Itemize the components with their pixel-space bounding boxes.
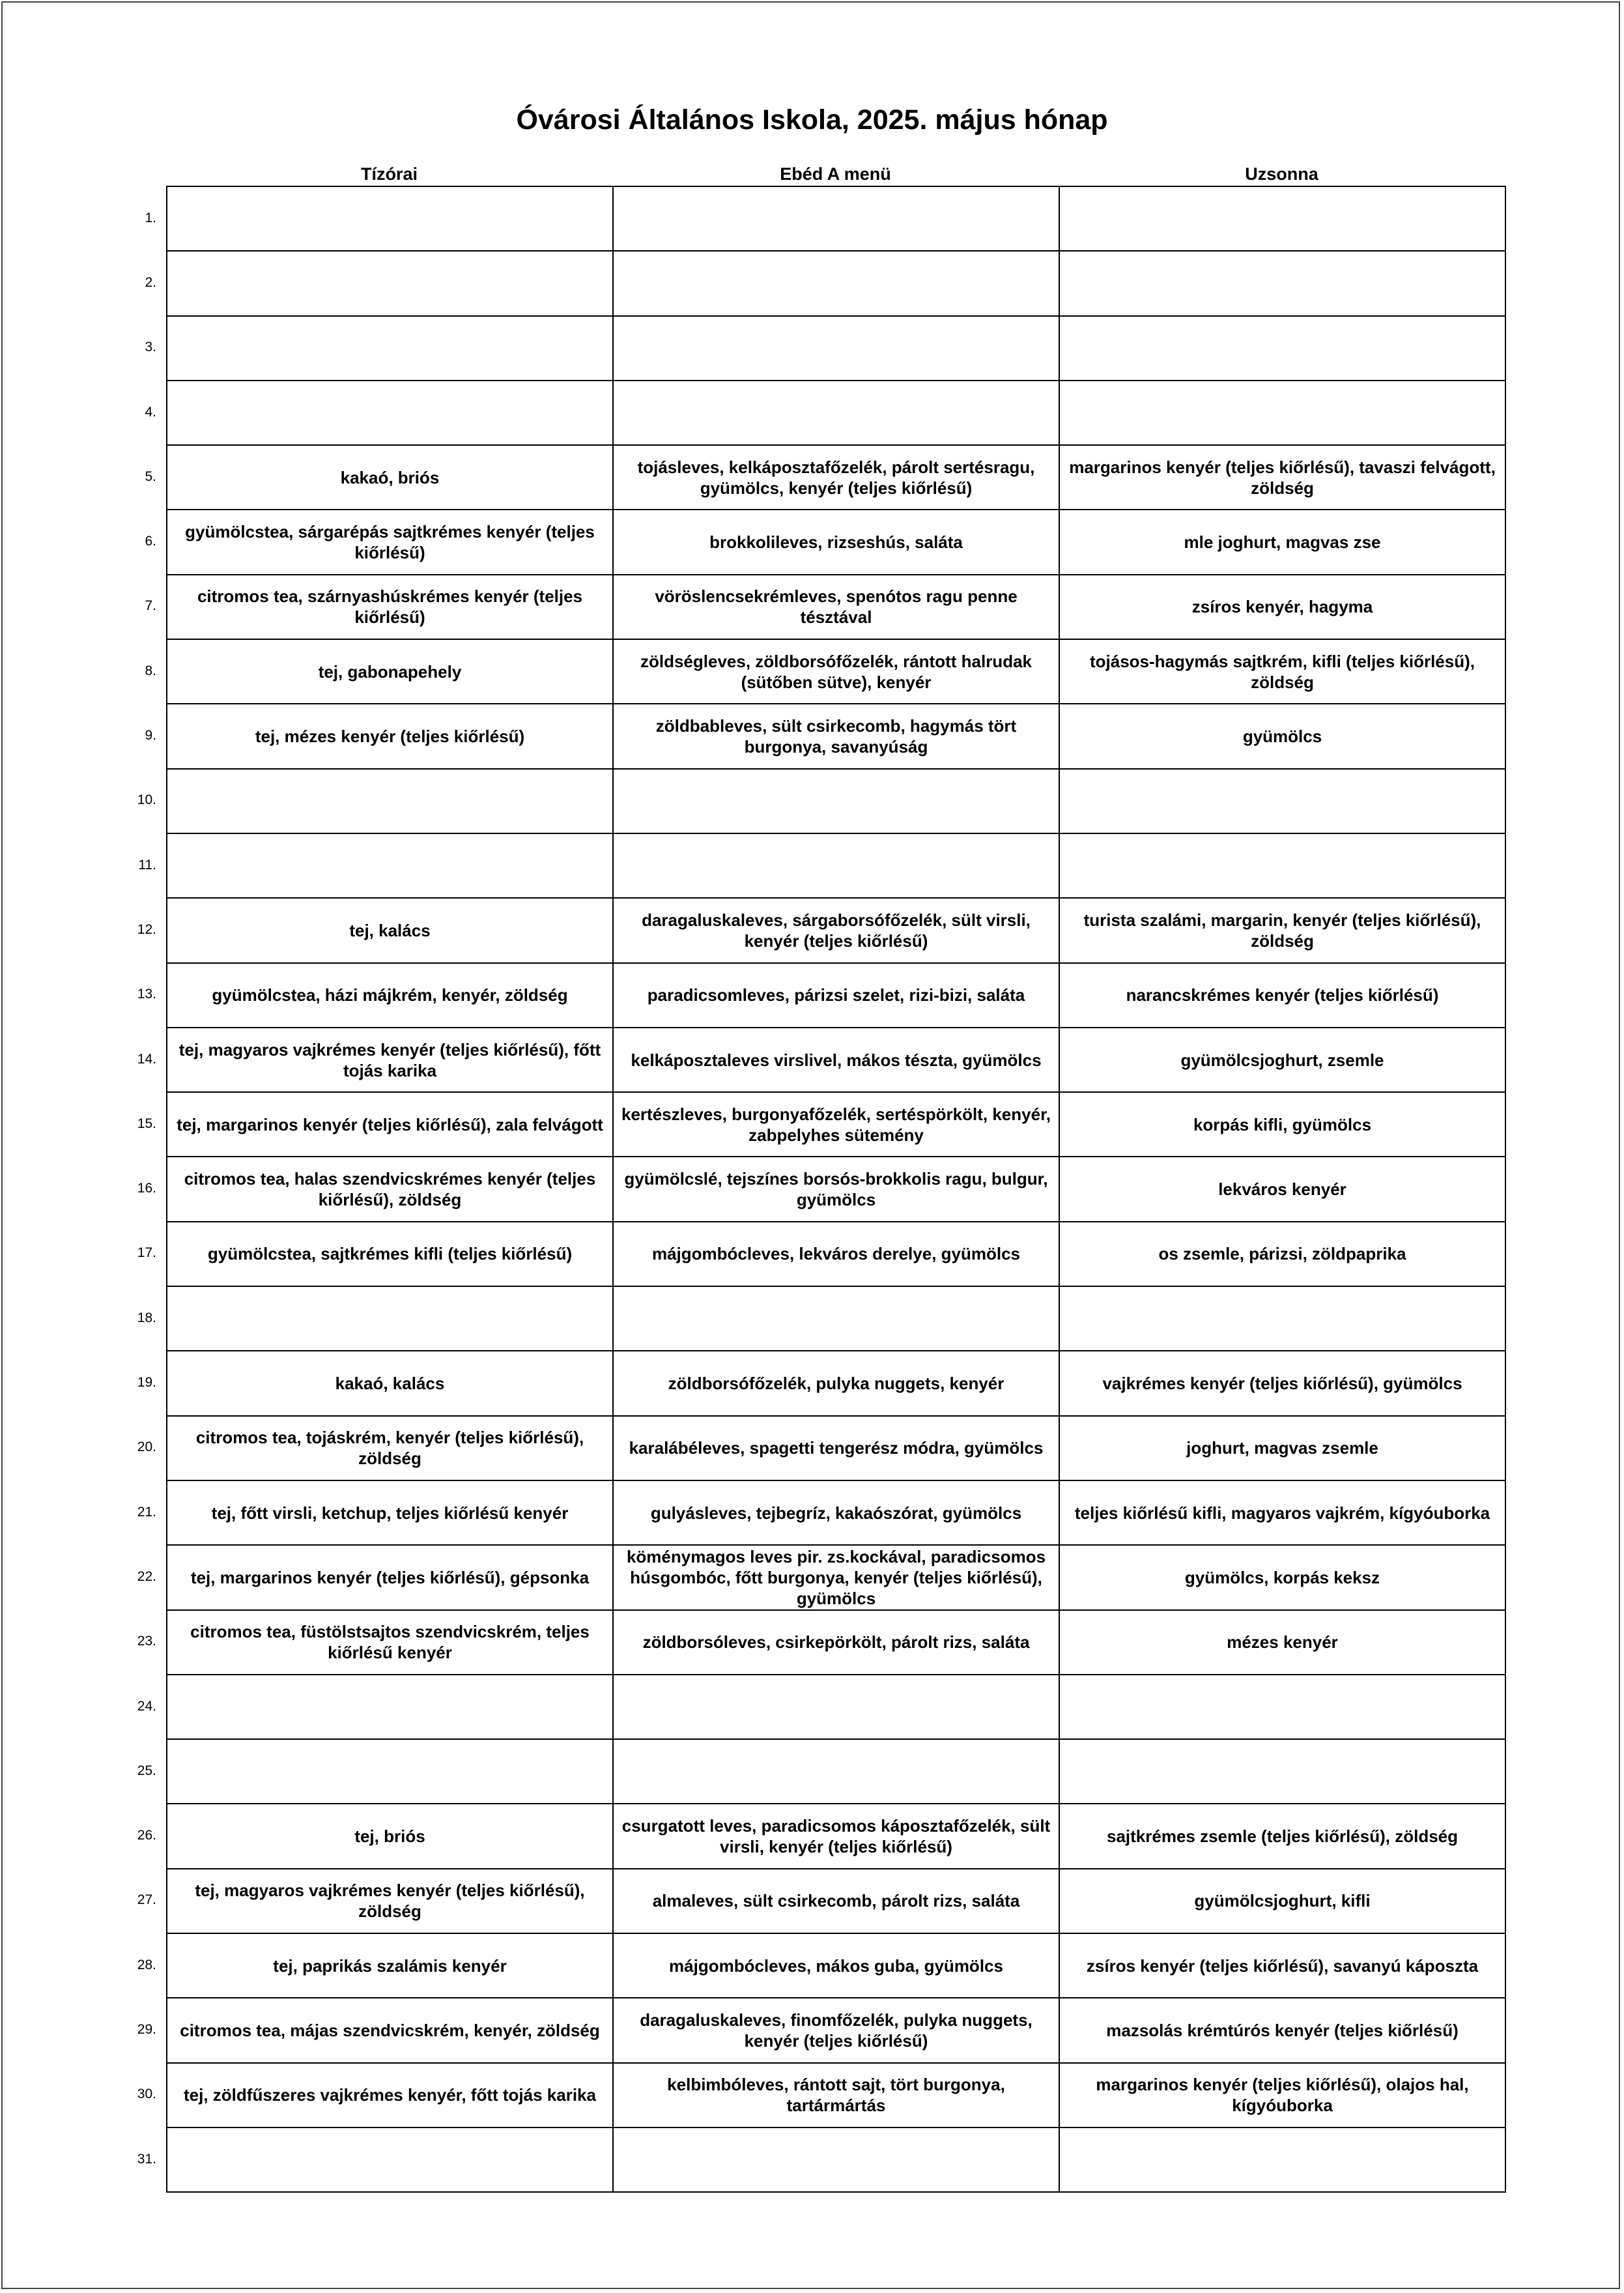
table-row — [167, 381, 1505, 445]
cell-ebed: kertészleves, burgonyafőzelék, sertéspörkölt, kenyér, zabpelyhes sütemény — [613, 1092, 1059, 1157]
cell-uzsonna — [1059, 1739, 1505, 1804]
cell-tizorai: gyümölcstea, házi májkrém, kenyér, zöldség — [167, 963, 613, 1028]
cell-tizorai — [167, 769, 613, 833]
day-number: 24. — [137, 1698, 156, 1714]
cell-uzsonna: gyümölcs, korpás keksz — [1059, 1545, 1505, 1609]
table-row — [167, 833, 1505, 898]
cell-tizorai: kakaó, kalács — [167, 1351, 613, 1415]
column-header-uzsonna: Uzsonna — [1245, 164, 1318, 184]
day-number: 26. — [137, 1828, 156, 1843]
cell-ebed: daragaluskaleves, sárgaborsófőzelék, sült virsli, kenyér (teljes kiőrlésű) — [613, 898, 1059, 962]
table-row — [167, 1480, 1505, 1545]
cell-uzsonna: vajkrémes kenyér (teljes kiőrlésű), gyümölcs — [1059, 1351, 1505, 1415]
cell-tizorai: gyümölcstea, sajtkrémes kifli (teljes kiőrlésű) — [167, 1222, 613, 1286]
table-row — [167, 704, 1505, 768]
cell-tizorai: tej, margarinos kenyér (teljes kiőrlésű), zala felvágott — [167, 1092, 613, 1157]
cell-tizorai: kakaó, briós — [167, 445, 613, 510]
day-number: 16. — [137, 1181, 156, 1196]
cell-tizorai — [167, 1286, 613, 1351]
cell-ebed: daragaluskaleves, finomfőzelék, pulyka nuggets, kenyér (teljes kiőrlésű) — [613, 1998, 1059, 2062]
cell-uzsonna — [1059, 769, 1505, 833]
day-number: 3. — [145, 339, 156, 355]
cell-ebed — [613, 251, 1059, 315]
cell-uzsonna — [1059, 1675, 1505, 1739]
table-row — [167, 1157, 1505, 1221]
cell-tizorai: tej, gabonapehely — [167, 639, 613, 704]
cell-ebed: májgombócleves, lekváros derelye, gyümölcs — [613, 1222, 1059, 1286]
table-row — [167, 316, 1505, 381]
cell-ebed — [613, 316, 1059, 381]
cell-uzsonna: zsíros kenyér, hagyma — [1059, 575, 1505, 639]
table-row — [167, 2063, 1505, 2127]
cell-uzsonna: lekváros kenyér — [1059, 1157, 1505, 1221]
cell-uzsonna — [1059, 251, 1505, 315]
table-row — [167, 1675, 1505, 1739]
table-row — [167, 1610, 1505, 1675]
day-number: 20. — [137, 1439, 156, 1455]
cell-tizorai: citromos tea, májas szendvicskrém, kenyér, zöldség — [167, 1998, 613, 2062]
day-number: 5. — [145, 469, 156, 484]
column-header-tizorai: Tízórai — [360, 164, 418, 184]
cell-tizorai: citromos tea, halas szendvicskrémes kenyér (teljes kiőrlésű), zöldség — [167, 1157, 613, 1221]
day-number: 7. — [145, 598, 156, 614]
column-header-ebed: Ebéd A menü — [780, 164, 891, 184]
cell-tizorai — [167, 381, 613, 445]
day-number: 17. — [137, 1245, 156, 1261]
day-number: 11. — [138, 857, 156, 872]
cell-tizorai — [167, 2127, 613, 2192]
day-number: 27. — [137, 1892, 156, 1908]
cell-tizorai: tej, margarinos kenyér (teljes kiőrlésű), gépsonka — [167, 1545, 613, 1609]
table-row — [167, 251, 1505, 315]
day-number: 25. — [137, 1763, 156, 1778]
cell-ebed: májgombócleves, mákos guba, gyümölcs — [613, 1933, 1059, 1998]
cell-tizorai: tej, paprikás szalámis kenyér — [167, 1933, 613, 1998]
cell-ebed — [613, 1675, 1059, 1739]
cell-tizorai — [167, 186, 613, 251]
cell-tizorai: gyümölcstea, sárgarépás sajtkrémes kenyér (teljes kiőrlésű) — [167, 510, 613, 574]
cell-ebed: tojásleves, kelkáposztafőzelék, párolt sertésragu, gyümölcs, kenyér (teljes kiőrlésű) — [613, 445, 1059, 510]
cell-tizorai: tej, kalács — [167, 898, 613, 962]
day-number: 13. — [137, 987, 156, 1002]
table-row — [167, 1222, 1505, 1286]
cell-ebed: csurgatott leves, paradicsomos káposztafőzelék, sült virsli, kenyér (teljes kiőrlésű) — [613, 1804, 1059, 1868]
cell-ebed: zöldborsófőzelék, pulyka nuggets, kenyér — [613, 1351, 1059, 1415]
cell-ebed: zöldborsóleves, csirkepörkölt, párolt rizs, saláta — [613, 1610, 1059, 1675]
cell-ebed: brokkolileves, rizseshús, saláta — [613, 510, 1059, 574]
cell-ebed: vöröslencsekrémleves, spenótos ragu penne tésztával — [613, 575, 1059, 639]
table-row — [167, 1286, 1505, 1351]
table-row — [167, 445, 1505, 510]
cell-ebed — [613, 2127, 1059, 2192]
table-row — [167, 1998, 1505, 2062]
cell-uzsonna: teljes kiőrlésű kifli, magyaros vajkrém, kígyóuborka — [1059, 1480, 1505, 1545]
table-row — [167, 1933, 1505, 1998]
day-number: 31. — [137, 2151, 156, 2167]
day-number: 18. — [137, 1310, 156, 1325]
cell-ebed: gulyásleves, tejbegríz, kakaószórat, gyümölcs — [613, 1480, 1059, 1545]
cell-uzsonna — [1059, 186, 1505, 251]
cell-ebed: zöldségleves, zöldborsófőzelék, rántott halrudak (sütőben sütve), kenyér — [613, 639, 1059, 704]
cell-uzsonna — [1059, 381, 1505, 445]
cell-tizorai: tej, zöldfűszeres vajkrémes kenyér, főtt tojás karika — [167, 2063, 613, 2127]
table-row — [167, 769, 1505, 833]
cell-ebed — [613, 769, 1059, 833]
cell-ebed: gyümölcslé, tejszínes borsós-brokkolis ragu, bulgur, gyümölcs — [613, 1157, 1059, 1221]
cell-uzsonna: gyümölcsjoghurt, zsemle — [1059, 1028, 1505, 1092]
day-number: 2. — [145, 274, 156, 290]
cell-uzsonna: margarinos kenyér (teljes kiőrlésű), olajos hal, kígyóuborka — [1059, 2063, 1505, 2127]
table-row — [167, 510, 1505, 574]
day-number: 15. — [137, 1116, 156, 1131]
cell-tizorai: tej, magyaros vajkrémes kenyér (teljes kiőrlésű), zöldség — [167, 1869, 613, 1933]
cell-uzsonna — [1059, 2127, 1505, 2192]
cell-uzsonna: mazsolás krémtúrós kenyér (teljes kiőrlésű) — [1059, 1998, 1505, 2062]
day-number: 22. — [137, 1568, 156, 1584]
cell-ebed: kelkáposztaleves virslivel, mákos tészta, gyümölcs — [613, 1028, 1059, 1092]
cell-tizorai: tej, főtt virsli, ketchup, teljes kiőrlésű kenyér — [167, 1480, 613, 1545]
cell-tizorai — [167, 316, 613, 381]
cell-ebed — [613, 833, 1059, 898]
menu-table — [166, 186, 1506, 2193]
day-number: 12. — [137, 921, 156, 937]
cell-uzsonna: gyümölcs — [1059, 704, 1505, 768]
cell-uzsonna: os zsemle, párizsi, zöldpaprika — [1059, 1222, 1505, 1286]
table-row — [167, 1092, 1505, 1157]
table-row — [167, 575, 1505, 639]
day-number: 4. — [145, 404, 156, 420]
cell-uzsonna: turista szalámi, margarin, kenyér (teljes kiőrlésű), zöldség — [1059, 898, 1505, 962]
table-row — [167, 1869, 1505, 1933]
cell-ebed: karalábéleves, spagetti tengerész módra, gyümölcs — [613, 1416, 1059, 1480]
cell-ebed — [613, 381, 1059, 445]
day-number: 29. — [137, 2022, 156, 2038]
cell-tizorai: citromos tea, füstölstsajtos szendvicskrém, teljes kiőrlésű kenyér — [167, 1610, 613, 1675]
cell-uzsonna: mézes kenyér — [1059, 1610, 1505, 1675]
cell-ebed: zöldbableves, sült csirkecomb, hagymás tört burgonya, savanyúság — [613, 704, 1059, 768]
day-number: 8. — [145, 663, 156, 678]
day-number: 19. — [137, 1375, 156, 1391]
cell-uzsonna: joghurt, magvas zsemle — [1059, 1416, 1505, 1480]
day-number: 28. — [137, 1957, 156, 1972]
day-number: 9. — [145, 728, 156, 743]
cell-ebed: paradicsomleves, párizsi szelet, rizi-bizi, saláta — [613, 963, 1059, 1028]
table-row — [167, 1545, 1505, 1609]
cell-uzsonna: zsíros kenyér (teljes kiőrlésű), savanyú káposzta — [1059, 1933, 1505, 1998]
cell-tizorai — [167, 251, 613, 315]
cell-ebed: almaleves, sült csirkecomb, párolt rizs, saláta — [613, 1869, 1059, 1933]
cell-uzsonna: narancskrémes kenyér (teljes kiőrlésű) — [1059, 963, 1505, 1028]
table-row — [167, 1739, 1505, 1804]
cell-uzsonna: gyümölcsjoghurt, kifli — [1059, 1869, 1505, 1933]
day-number: 14. — [137, 1051, 156, 1067]
cell-uzsonna: tojásos-hagymás sajtkrém, kifli (teljes kiőrlésű), zöldség — [1059, 639, 1505, 704]
cell-uzsonna: margarinos kenyér (teljes kiőrlésű), tavaszi felvágott, zöldség — [1059, 445, 1505, 510]
day-number: 10. — [137, 792, 156, 808]
cell-ebed: kelbimbóleves, rántott sajt, tört burgonya, tartármártás — [613, 2063, 1059, 2127]
day-number: 30. — [137, 2086, 156, 2102]
table-row — [167, 639, 1505, 704]
cell-tizorai — [167, 1675, 613, 1739]
cell-tizorai — [167, 833, 613, 898]
cell-uzsonna — [1059, 833, 1505, 898]
table-row — [167, 1804, 1505, 1868]
day-number: 1. — [145, 210, 156, 225]
cell-uzsonna: korpás kifli, gyümölcs — [1059, 1092, 1505, 1157]
cell-tizorai — [167, 1739, 613, 1804]
cell-ebed — [613, 186, 1059, 251]
table-row — [167, 186, 1505, 251]
cell-uzsonna — [1059, 1286, 1505, 1351]
cell-ebed — [613, 1286, 1059, 1351]
day-number: 23. — [137, 1634, 156, 1649]
cell-tizorai: tej, magyaros vajkrémes kenyér (teljes kiőrlésű), főtt tojás karika — [167, 1028, 613, 1092]
cell-ebed — [613, 1739, 1059, 1804]
table-row — [167, 1028, 1505, 1092]
table-row — [167, 1416, 1505, 1480]
cell-tizorai: tej, briós — [167, 1804, 613, 1868]
cell-uzsonna: mle joghurt, magvas zse — [1059, 510, 1505, 574]
page-title: Óvárosi Általános Iskola, 2025. május hónap — [516, 104, 1108, 136]
cell-ebed: köménymagos leves pir. zs.kockával, paradicsomos húsgombóc, főtt burgonya, kenyér (teljes kiőrlésű), gyümölcs — [613, 1545, 1059, 1609]
table-row — [167, 898, 1505, 962]
table-row — [167, 963, 1505, 1028]
day-number: 6. — [145, 534, 156, 549]
cell-tizorai: citromos tea, szárnyashúskrémes kenyér (teljes kiőrlésű) — [167, 575, 613, 639]
cell-uzsonna — [1059, 316, 1505, 381]
cell-tizorai: tej, mézes kenyér (teljes kiőrlésű) — [167, 704, 613, 768]
cell-tizorai: citromos tea, tojáskrém, kenyér (teljes kiőrlésű), zöldség — [167, 1416, 613, 1480]
table-row — [167, 1351, 1505, 1415]
table-row — [167, 2127, 1505, 2192]
cell-uzsonna: sajtkrémes zsemle (teljes kiőrlésű), zöldség — [1059, 1804, 1505, 1868]
day-number: 21. — [137, 1504, 156, 1520]
